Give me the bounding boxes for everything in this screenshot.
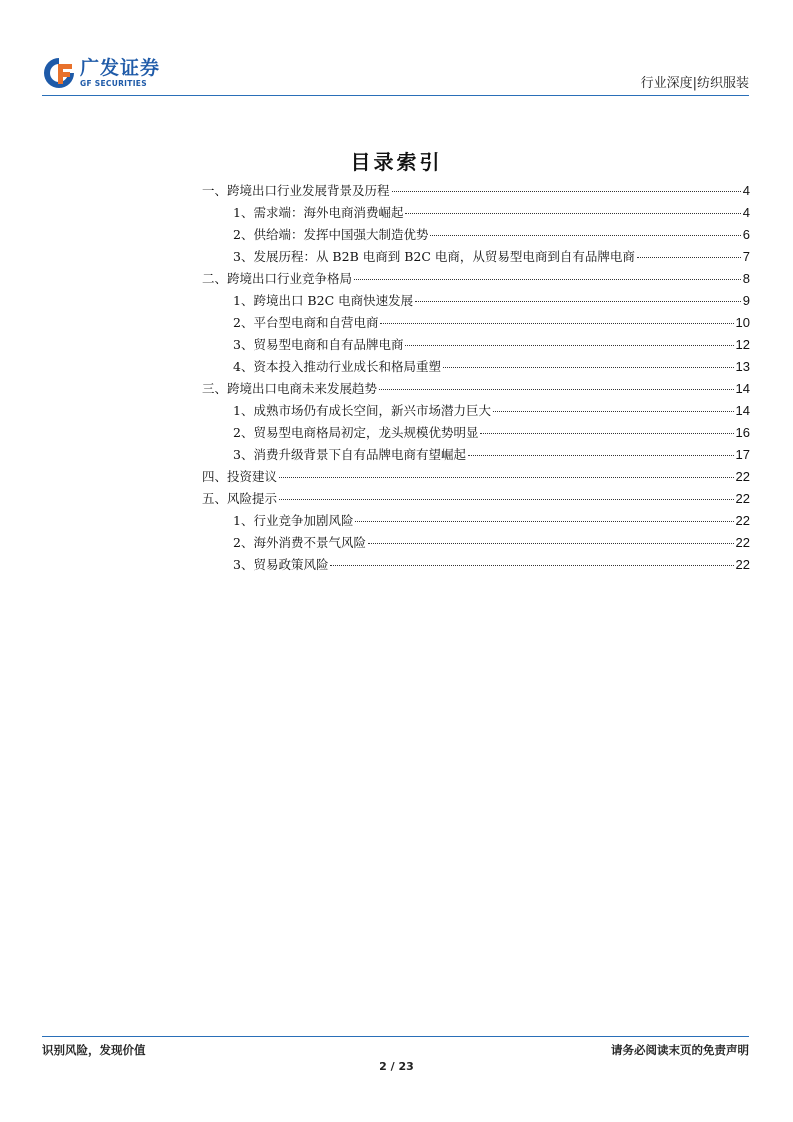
toc-entry[interactable] (202, 489, 750, 511)
toc-dot-leader (355, 521, 733, 522)
toc-dot-leader (379, 389, 734, 390)
toc-entry-label: 1、需求端：海外电商消费崛起 (233, 205, 404, 220)
toc-entry-page: 22 (735, 513, 750, 528)
toc-entry-label: 2、平台型电商和自营电商 (233, 315, 379, 330)
toc-entry[interactable] (202, 225, 750, 247)
toc-entry-label: 1、跨境出口 B2C 电商快速发展 (233, 293, 414, 308)
toc-entry[interactable] (202, 555, 750, 577)
toc-entry-label: 3、消费升级背景下自有品牌电商有望崛起 (233, 447, 466, 462)
logo-english-name: GF SECURITIES (80, 78, 147, 88)
toc-entry-page: 12 (735, 337, 750, 352)
toc-entry-label: 3、贸易型电商和自有品牌电商 (233, 337, 404, 352)
toc-dot-leader (468, 455, 734, 456)
logo-chinese-name: 广发证券 (80, 56, 161, 79)
toc-entry-label: 2、供给端：发挥中国强大制造优势 (233, 227, 429, 242)
toc-entry-page: 10 (735, 315, 750, 330)
toc-entry-label: 四、投资建议 (202, 469, 278, 484)
toc-entry-label: 五、风险提示 (202, 491, 278, 506)
toc-entry[interactable] (202, 423, 750, 445)
toc-entry-page: 22 (735, 469, 750, 484)
toc-entry[interactable] (202, 401, 750, 423)
toc-entry-page: 16 (735, 425, 750, 440)
toc-dot-leader (430, 235, 740, 236)
report-category: 行业深度|纺织服装 (640, 76, 749, 91)
toc-entry-page: 14 (735, 403, 750, 418)
toc-dot-leader (415, 301, 741, 302)
toc-entry-label: 2、海外消费不景气风险 (233, 535, 366, 550)
toc-dot-leader (368, 543, 734, 544)
toc-dot-leader (354, 279, 741, 280)
toc-title: 目录索引 (350, 150, 443, 174)
toc-entry-label: 二、跨境出口行业竞争格局 (202, 271, 353, 286)
footer-slogan: 识别风险，发现价值 (42, 1043, 146, 1057)
toc-entry[interactable] (202, 467, 750, 489)
toc-entry-label: 1、成熟市场仍有成长空间，新兴市场潜力巨大 (233, 403, 491, 418)
toc-dot-leader (443, 367, 734, 368)
toc-entry-label: 一、跨境出口行业发展背景及历程 (202, 183, 390, 198)
toc-dot-leader (637, 257, 741, 258)
toc-entry-page: 14 (735, 381, 750, 396)
toc-entry[interactable] (202, 357, 750, 379)
toc-entry-label: 1、行业竞争加剧风险 (233, 513, 354, 528)
toc-entry-page: 9 (742, 293, 750, 308)
toc-dot-leader (330, 565, 733, 566)
toc-entry-label: 2、贸易型电商格局初定，龙头规模优势明显 (233, 425, 479, 440)
toc-dot-leader (405, 213, 740, 214)
header-divider (42, 95, 749, 96)
toc-entry[interactable] (202, 269, 750, 291)
toc-entry-page: 22 (735, 557, 750, 572)
toc-entry-page: 22 (735, 491, 750, 506)
toc-entry-page: 8 (742, 271, 750, 286)
toc-entry-page: 22 (735, 535, 750, 550)
toc-entry-label: 3、发展历程：从 B2B 电商到 B2C 电商，从贸易型电商到自有品牌电商 (233, 249, 635, 264)
toc-entry-page: 6 (742, 227, 750, 242)
toc-entry-page: 17 (735, 447, 750, 462)
toc-entry[interactable] (202, 181, 750, 203)
toc-entry[interactable] (202, 511, 750, 533)
toc-entry[interactable] (202, 291, 750, 313)
toc-dot-leader (279, 477, 734, 478)
toc-entry[interactable] (202, 533, 750, 555)
toc-dot-leader (392, 191, 741, 192)
toc-dot-leader (480, 433, 733, 434)
toc-entry-page: 4 (742, 205, 750, 220)
footer-disclaimer-note: 请务必阅读末页的免责声明 (611, 1043, 749, 1057)
footer-divider (42, 1036, 749, 1037)
toc-entry-label: 4、资本投入推动行业成长和格局重塑 (233, 359, 441, 374)
page-header (42, 56, 749, 90)
toc-entry[interactable] (202, 313, 750, 335)
toc-entry-label: 三、跨境出口电商未来发展趋势 (202, 381, 378, 396)
toc-dot-leader (380, 323, 733, 324)
toc-entry[interactable] (202, 379, 750, 401)
toc-dot-leader (405, 345, 733, 346)
toc-entry[interactable] (202, 445, 750, 467)
toc-entry-page: 7 (742, 249, 750, 264)
toc-entry-label: 3、贸易政策风险 (233, 557, 329, 572)
toc-dot-leader (279, 499, 734, 500)
gf-logo-icon (42, 56, 76, 90)
table-of-contents (202, 181, 750, 577)
toc-dot-leader (493, 411, 734, 412)
toc-entry[interactable] (202, 247, 750, 269)
toc-entry[interactable] (202, 203, 750, 225)
toc-entry-page: 13 (735, 359, 750, 374)
page-number: 2 / 23 (379, 1060, 414, 1073)
company-logo (42, 56, 160, 90)
toc-entry[interactable] (202, 335, 750, 357)
toc-entry-page: 4 (742, 183, 750, 198)
